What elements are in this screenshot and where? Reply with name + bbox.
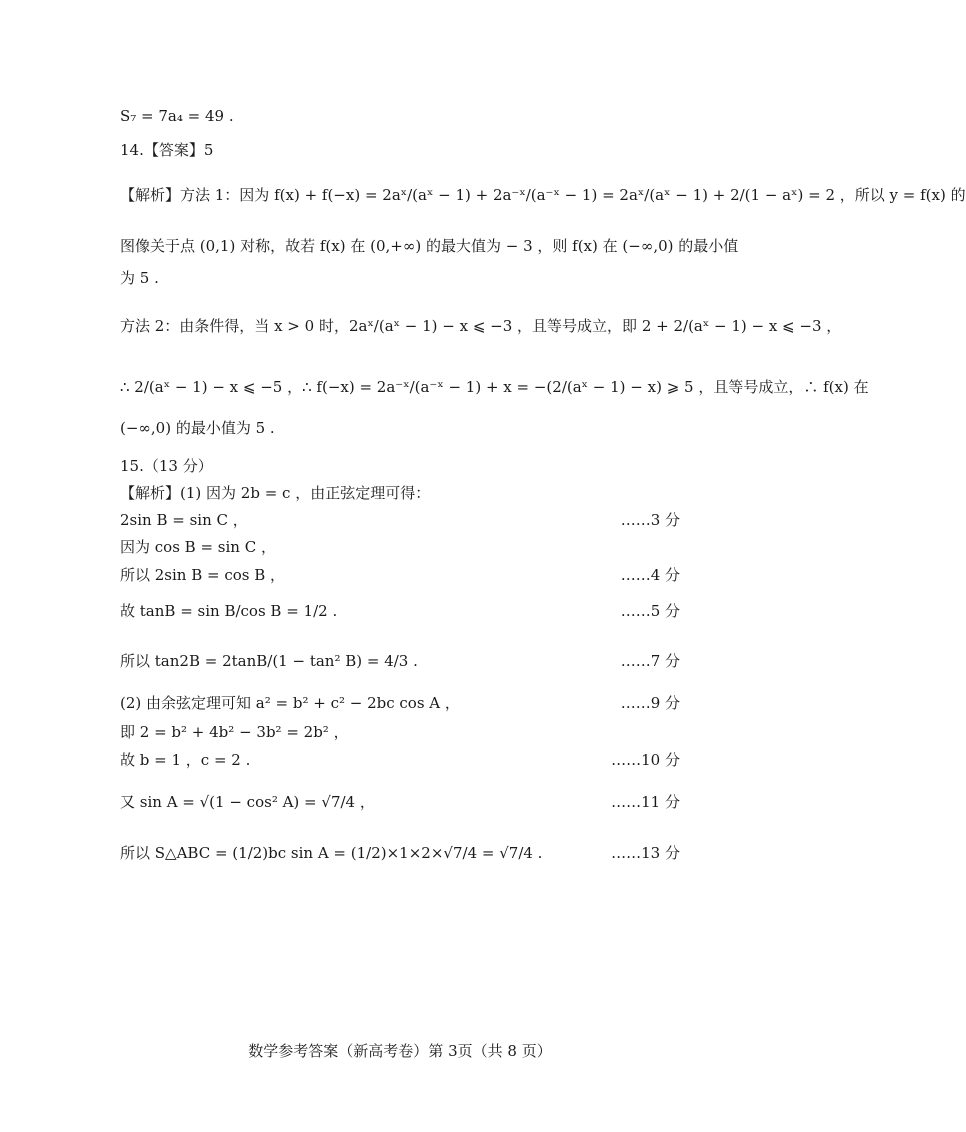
score-9: ……9 分: [620, 694, 680, 712]
q15-line9: 故 b = 1 ，c = 2 .: [120, 751, 251, 769]
q15-line3: 因为 cos B = sin C ，: [120, 538, 276, 556]
q14-method1-line2: 图像关于点 (0,1) 对称，故若 f(x) 在 (0,+∞) 的最大值为 − 3 ，则 f(x) 在 (−∞,0) 的最小值: [120, 237, 739, 255]
score-10: ……10 分: [611, 751, 680, 769]
q14-method1-line3: 为 5 .: [120, 269, 159, 287]
q14-method1-line1: 【解析】方法 1：因为 f(x) + f(−x) = 2aˣ/(aˣ − 1) + 2a⁻ˣ/(a⁻ˣ − 1) = 2aˣ/(aˣ − 1) + 2/(1 − aˣ) = 2 ，所以 y = f(x) 的: [120, 186, 966, 204]
q14-method2-line3: (−∞,0) 的最小值为 5 .: [120, 419, 275, 437]
score-11: ……11 分: [611, 793, 680, 811]
q15-line5: 故 tanB = sin B/cos B = 1/2 .: [120, 602, 338, 620]
q15-line7: (2) 由余弦定理可知 a² = b² + c² − 2bc cos A ，: [120, 694, 460, 712]
score-4: ……4 分: [620, 566, 680, 584]
score-13: ……13 分: [611, 844, 680, 862]
line-s7: S₇ = 7a₄ = 49 .: [120, 107, 234, 125]
score-7: ……7 分: [620, 652, 680, 670]
score-3: ……3 分: [620, 511, 680, 529]
q15-title: 15.（13 分）: [120, 457, 213, 475]
q15-line2: 2sin B = sin C ，: [120, 511, 248, 529]
q14-method2-line1: 方法 2：由条件得，当 x > 0 时，2aˣ/(aˣ − 1) − x ⩽ −3 ，且等号成立，即 2 + 2/(aˣ − 1) − x ⩽ −3 ，: [120, 317, 842, 335]
q15-line11: 所以 S△ABC = (1/2)bc sin A = (1/2)×1×2×√7/4 = √7/4 .: [120, 844, 543, 862]
q15-line6: 所以 tan2B = 2tanB/(1 − tan² B) = 4/3 .: [120, 652, 418, 670]
q15-line4: 所以 2sin B = cos B ，: [120, 566, 286, 584]
q15-line10: 又 sin A = √(1 − cos² A) = √7/4 ，: [120, 793, 375, 811]
score-5: ……5 分: [620, 602, 680, 620]
page-footer: 数学参考答案（新高考卷）第 3页（共 8 页）: [248, 1042, 552, 1060]
q14-method2-line2: ∴ 2/(aˣ − 1) − x ⩽ −5 ，∴ f(−x) = 2a⁻ˣ/(a⁻ˣ − 1) + x = −(2/(aˣ − 1) − x) ⩾ 5 ，且等号成立，∴ f(x) 在: [120, 378, 869, 396]
q15-line8: 即 2 = b² + 4b² − 3b² = 2b² ，: [120, 723, 349, 741]
q15-line1: 【解析】(1) 因为 2b = c ，由正弦定理可得：: [120, 484, 431, 502]
q14-answer: 14.【答案】5: [120, 141, 214, 159]
